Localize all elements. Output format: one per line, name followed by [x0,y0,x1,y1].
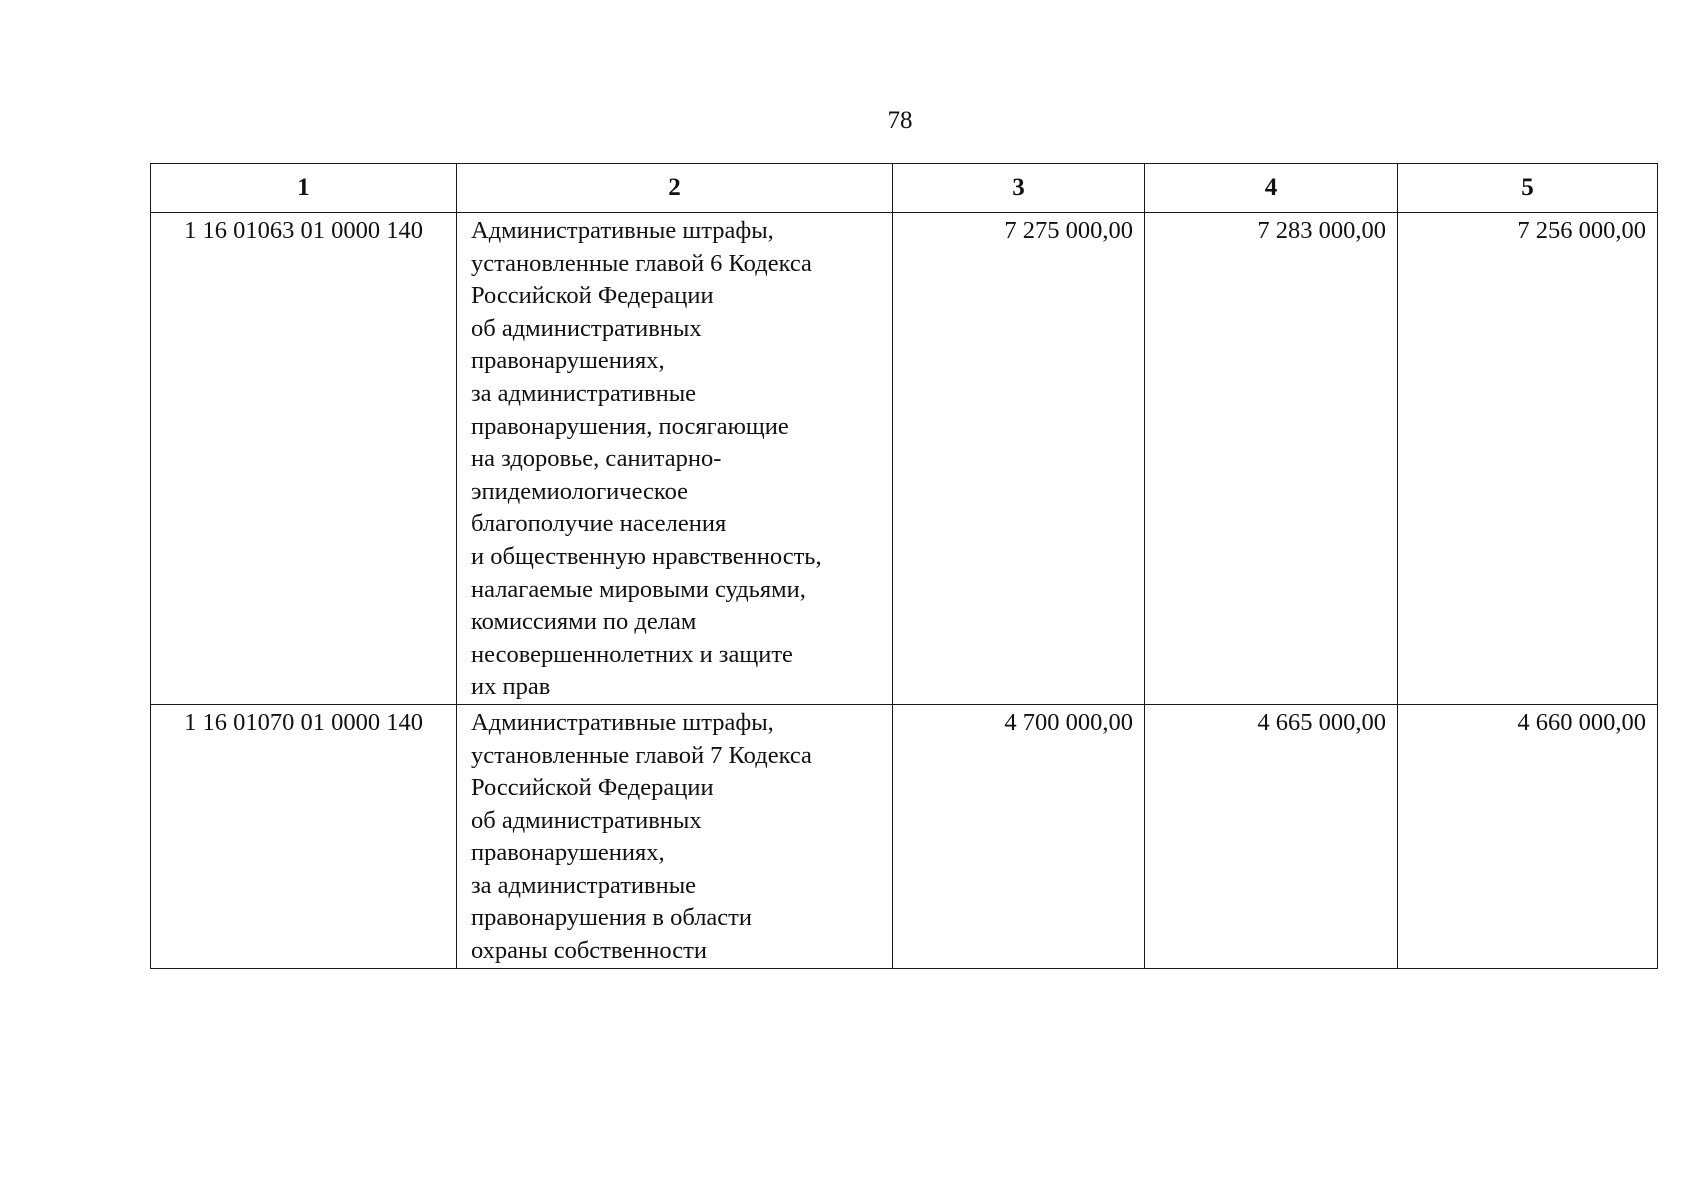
description-line: налагаемые мировыми судьями, [471,575,806,603]
amount-column-4: 7 283 000,00 [1145,213,1398,705]
description-line: правонарушения в области [471,904,752,932]
description-line: об административных [471,314,702,342]
description-line: правонарушениях, [471,347,665,375]
description-line: правонарушения, посягающие [471,412,789,440]
table-row [151,213,1658,705]
amount-column-3: 4 700 000,00 [893,704,1145,968]
amount-column-5: 4 660 000,00 [1398,704,1658,968]
description-line: установленные главой 6 Кодекса [471,249,812,277]
description-line: Административные штрафы, [471,217,774,244]
amount-column-3: 7 275 000,00 [893,213,1145,705]
column-header-1: 1 [151,164,457,213]
revenue-description [457,704,893,968]
budget-classification-code: 1 16 01063 01 0000 140 [151,213,457,705]
column-header-4: 4 [1145,164,1398,213]
table-body [151,213,1658,969]
description-line: их прав [471,673,551,701]
description-line: несовершеннолетних и защите [471,640,793,668]
page-number: 78 [887,107,913,134]
description-line: на здоровье, санитарно- [471,445,722,473]
description-line: Российской Федерации [471,774,714,802]
description-line: за административные [471,379,697,407]
description-line: об административных [471,806,702,834]
amount-column-5: 7 256 000,00 [1398,213,1658,705]
description-line: установленные главой 7 Кодекса [471,741,812,769]
header-row [151,164,1658,213]
description-line: благополучие населения [471,510,727,538]
description-line: охраны собственности [471,937,707,965]
description-line: правонарушениях, [471,839,665,867]
description-line: Административные штрафы, [471,708,774,736]
description-line: эпидемиологическое [471,477,689,505]
description-line: комиссиями по делам [471,608,697,636]
budget-revenue-table [150,163,1658,969]
description-line: и общественную нравственность, [471,542,822,570]
table-header [151,164,1658,213]
amount-column-4: 4 665 000,00 [1145,704,1398,968]
column-header-3: 3 [893,164,1145,213]
description-line: за административные [471,871,697,899]
column-header-2: 2 [457,164,893,213]
column-header-5: 5 [1398,164,1658,213]
table-row [151,704,1658,968]
description-line: Российской Федерации [471,282,714,310]
revenue-description [457,213,893,705]
budget-classification-code: 1 16 01070 01 0000 140 [151,704,457,968]
